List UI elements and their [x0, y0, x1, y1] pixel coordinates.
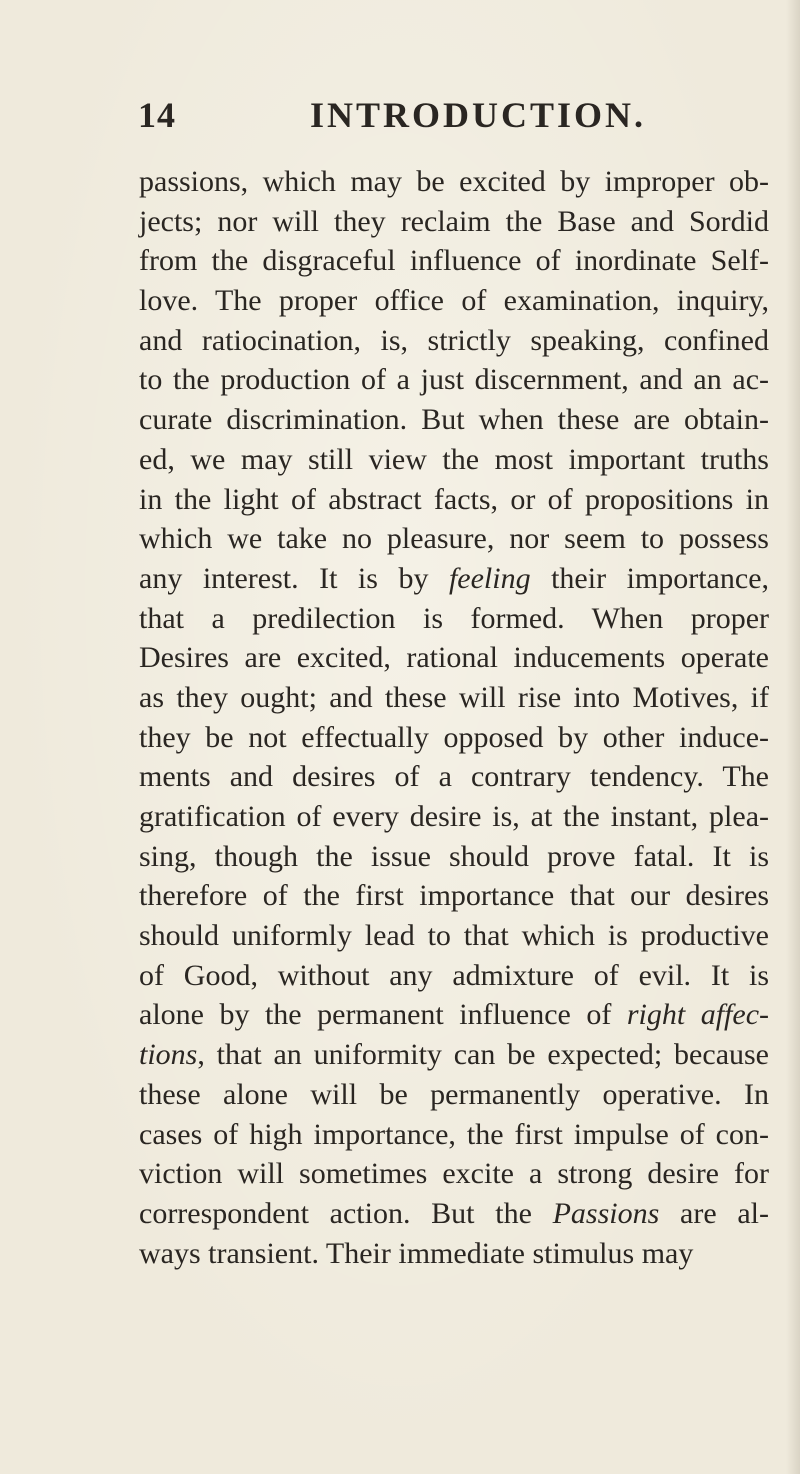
body-text	[139, 162, 769, 1273]
text-line: any interest. It is by feeling their importance,	[139, 561, 770, 595]
text-line: of Good, without any admixture of evil. It is	[139, 958, 769, 992]
text-line: they be not effectually opposed by other induce-	[139, 720, 769, 754]
text-line: to the production of a just discernment, and an ac-	[139, 363, 769, 397]
italic-emphasis: Passions	[552, 1196, 660, 1230]
text-line: ways transient. Their immediate stimulus may	[139, 1236, 694, 1270]
text-line: jects; nor will they reclaim the Base and Sordid	[139, 204, 769, 238]
text-line: sing, though the issue should prove fatal. It is	[139, 839, 769, 873]
text-line: gratification of every desire is, at the instant, plea-	[139, 800, 769, 833]
running-head: INTRODUCTION.	[310, 95, 647, 135]
text-line: these alone will be permanently operative. In	[139, 1077, 769, 1111]
text-line: cases of high importance, the first impulse of con-	[139, 1117, 769, 1151]
text-line: as they ought; and these will rise into Motives, if	[139, 680, 769, 714]
text-line: passions, which may be excited by improper ob-	[139, 165, 769, 198]
text-line: from the disgraceful influence of inordinate Self-	[139, 244, 769, 278]
text-line: correspondent action. But the Passions are al-	[139, 1196, 769, 1230]
text-line: that a predilection is formed. When proper	[139, 601, 769, 635]
text-line: which we take no pleasure, nor seem to possess	[139, 522, 769, 556]
page-edge-shadow	[786, 0, 800, 1474]
text-line: should uniformly lead to that which is productive	[139, 919, 769, 953]
text-line: tions, that an uniformity can be expected; because	[139, 1038, 769, 1072]
text-line: alone by the permanent influence of right affec-	[139, 998, 769, 1032]
text-line: in the light of abstract facts, or of propositions in	[139, 482, 769, 516]
text-line: ments and desires of a contrary tendency. The	[139, 760, 769, 794]
text-line: love. The proper office of examination, inquiry,	[139, 284, 769, 318]
page-number: 14	[138, 95, 176, 135]
text-line: ed, we may still view the most important truths	[139, 442, 769, 476]
text-line: curate discrimination. But when these are obtain-	[139, 403, 769, 437]
italic-emphasis: feeling	[448, 561, 531, 595]
italic-emphasis: tions	[139, 1038, 198, 1072]
text-line: viction will sometimes excite a strong desire for	[139, 1157, 769, 1191]
text-line: Desires are excited, rational inducements operate	[139, 641, 769, 675]
italic-emphasis: right affec-	[626, 998, 769, 1032]
page-header	[0, 88, 800, 138]
text-line: and ratiocination, is, strictly speaking, confined	[139, 323, 769, 357]
text-line: therefore of the first importance that our desires	[139, 879, 769, 913]
